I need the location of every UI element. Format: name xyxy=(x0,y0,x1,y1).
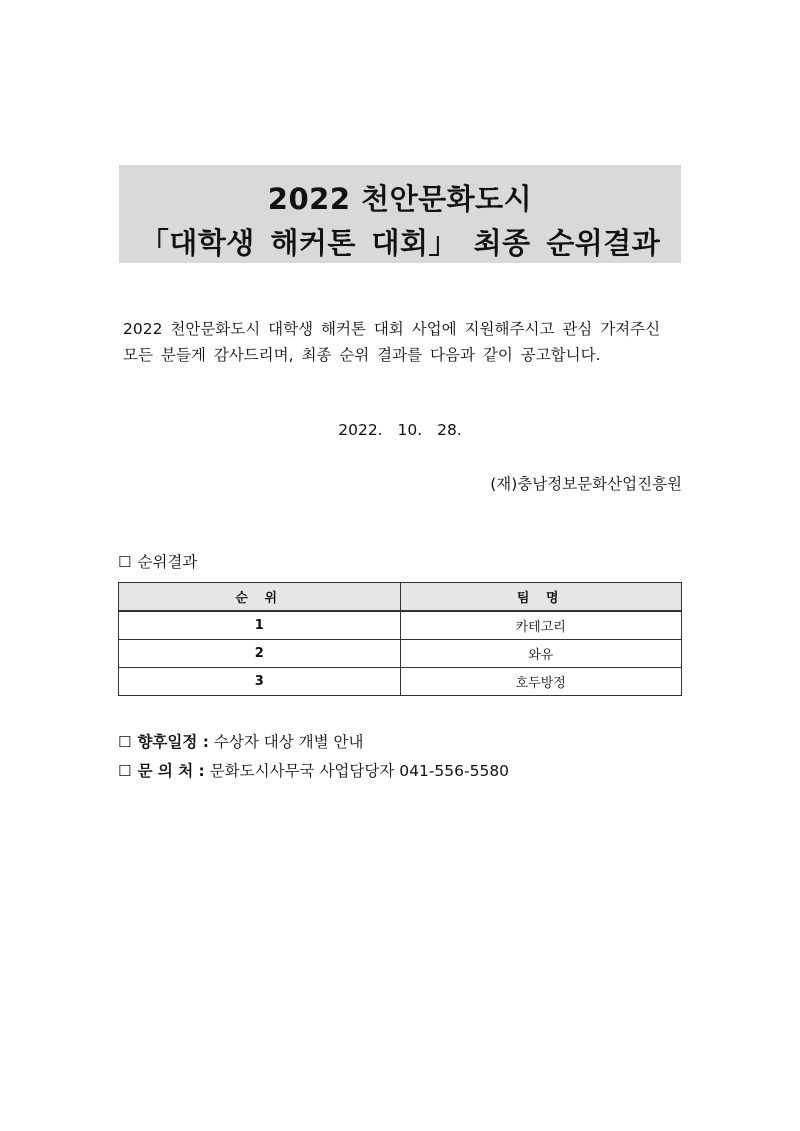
checkbox-icon: ☐ xyxy=(118,762,132,780)
team-cell: 호두방정 xyxy=(400,668,682,696)
title-banner xyxy=(119,165,681,263)
schedule-value: 수상자 대상 개별 안내 xyxy=(213,733,364,751)
schedule-line xyxy=(118,730,363,752)
checkbox-icon: ☐ xyxy=(118,553,132,571)
rank-cell: 1 xyxy=(119,611,401,640)
title-line-1: 2022 천안문화도시 xyxy=(267,182,533,216)
table-row xyxy=(119,611,682,640)
contact-value: 문화도시사무국 사업담당자 041-556-5580 xyxy=(209,762,510,780)
rank-cell: 3 xyxy=(119,668,401,696)
rank-cell: 2 xyxy=(119,640,401,668)
table-header-row xyxy=(119,583,682,612)
intro-line-1: 2022 천안문화도시 대학생 해커톤 대회 사업에 지원해주시고 관심 가져주신 xyxy=(123,320,661,338)
column-header-team: 팀 명 xyxy=(400,583,682,612)
contact-line xyxy=(118,759,509,781)
contact-label: 문 의 처 : xyxy=(137,762,205,780)
team-cell: 와유 xyxy=(400,640,682,668)
team-cell: 카테고리 xyxy=(400,611,682,640)
announcement-date: 2022. 10. 28. xyxy=(338,421,462,439)
intro-paragraph xyxy=(119,316,683,368)
ranking-heading-label: 순위결과 xyxy=(137,553,198,571)
schedule-label: 향후일정 : xyxy=(137,733,209,751)
column-header-rank: 순 위 xyxy=(119,583,401,612)
intro-line-2: 모든 분들게 감사드리며, 최종 순위 결과를 다음과 같이 공고합니다. xyxy=(123,346,601,364)
table-row xyxy=(119,640,682,668)
table-row xyxy=(119,668,682,696)
organization-name: (재)충남정보문화산업진흥원 xyxy=(490,475,682,493)
ranking-heading xyxy=(118,550,197,572)
ranking-table xyxy=(118,582,682,696)
title-line-2: 「대학생 해커톤 대회」 최종 순위결과 xyxy=(139,226,661,260)
checkbox-icon: ☐ xyxy=(118,733,132,751)
